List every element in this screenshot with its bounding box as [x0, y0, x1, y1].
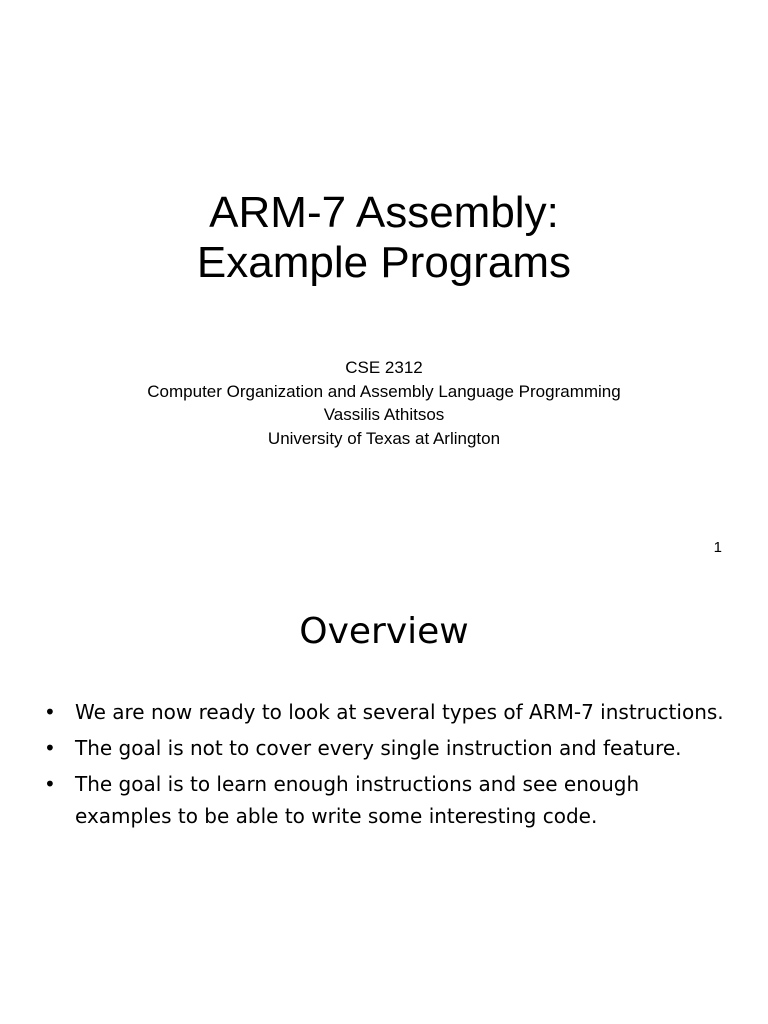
author-name: Vassilis Athitsos — [323, 405, 445, 424]
title-line-1: ARM-7 Assembly: — [209, 188, 559, 237]
bullet-item — [44, 768, 724, 832]
bullet-icon: • — [44, 700, 56, 724]
overview-slide — [0, 576, 768, 1024]
bullet-icon: • — [44, 772, 56, 796]
slide-title — [0, 188, 768, 288]
course-name: Computer Organization and Assembly Language Programming — [147, 381, 621, 401]
bullet-text: We are now ready to look at several types of ARM-7 instructions. — [75, 700, 724, 724]
institution-name: University of Texas at Arlington — [267, 428, 501, 448]
bullet-list — [44, 696, 724, 836]
page-number: 1 — [713, 539, 722, 556]
course-code: CSE 2312 — [345, 358, 423, 377]
bullet-item — [44, 696, 724, 728]
slide-subtitle — [0, 356, 768, 450]
bullet-item — [44, 732, 724, 764]
overview-heading: Overview — [299, 611, 469, 652]
bullet-text: The goal is not to cover every single instruction and feature. — [75, 736, 682, 760]
bullet-icon: • — [44, 736, 56, 760]
bullet-text: The goal is to learn enough instructions and see enough examples to be able to write some interesting code. — [75, 772, 640, 828]
title-line-2: Example Programs — [196, 238, 572, 287]
